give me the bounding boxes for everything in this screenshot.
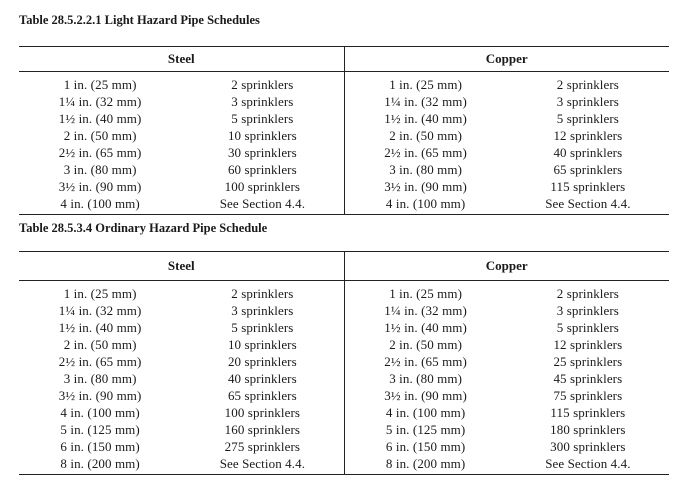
table-row: [19, 144, 344, 161]
sprinkler-count-cell: 10 sprinklers: [227, 128, 297, 143]
pipe-size-cell: 1¼ in. (32 mm): [384, 303, 467, 318]
pipe-size-cell: 3 in. (80 mm): [63, 162, 137, 177]
pipe-size-cell: 2½ in. (65 mm): [384, 145, 467, 160]
pipe-size-cell: 1½ in. (40 mm): [58, 111, 142, 126]
sprinkler-count-cell: 12 sprinklers: [553, 128, 623, 143]
table-row: [345, 421, 670, 438]
sprinkler-count-cell: See Section 4.4.: [545, 456, 631, 471]
pipe-size-cell: 4 in. (100 mm): [60, 196, 140, 211]
table1-header: [19, 47, 669, 72]
sprinkler-count-cell: 30 sprinklers: [227, 145, 297, 160]
table-row: [345, 387, 670, 404]
sprinkler-count-cell: 65 sprinklers: [553, 162, 623, 177]
table-row: [19, 161, 344, 178]
table-row: [19, 93, 344, 110]
pipe-size-cell: 3½ in. (90 mm): [58, 388, 142, 403]
sprinkler-count-cell: 20 sprinklers: [227, 354, 297, 369]
pipe-size-cell: 6 in. (150 mm): [60, 439, 140, 454]
sprinkler-count-cell: 60 sprinklers: [227, 162, 297, 177]
pipe-size-cell: 2½ in. (65 mm): [58, 354, 142, 369]
light-hazard-table: [19, 46, 669, 215]
table-row: [19, 455, 344, 472]
sprinkler-count-cell: 160 sprinklers: [224, 422, 301, 437]
pipe-size-cell: 4 in. (100 mm): [385, 196, 466, 211]
table1-steel-header: Steel: [19, 47, 345, 71]
pipe-size-cell: 8 in. (200 mm): [60, 456, 140, 471]
sprinkler-count-cell: 40 sprinklers: [227, 371, 297, 386]
table-row: [19, 285, 344, 302]
pipe-size-cell: 5 in. (125 mm): [60, 422, 140, 437]
table-row: [345, 76, 670, 93]
pipe-size-cell: 3 in. (80 mm): [389, 162, 463, 177]
sprinkler-count-cell: 5 sprinklers: [556, 320, 619, 335]
table-row: [19, 438, 344, 455]
sprinkler-count-cell: 45 sprinklers: [553, 371, 623, 386]
pipe-size-cell: 4 in. (100 mm): [385, 405, 466, 420]
table2-caption: Table 28.5.3.4 Ordinary Hazard Pipe Schedule: [19, 221, 268, 235]
sprinkler-count-cell: 40 sprinklers: [553, 145, 623, 160]
table2-steel-header: Steel: [19, 252, 345, 280]
ordinary-hazard-table: [19, 251, 669, 475]
table1-copper-column: [345, 72, 670, 214]
table-row: [345, 353, 670, 370]
pipe-size-cell: 4 in. (100 mm): [60, 405, 140, 420]
pipe-size-cell: 6 in. (150 mm): [385, 439, 466, 454]
pipe-size-cell: 3½ in. (90 mm): [58, 179, 142, 194]
table-row: [345, 127, 670, 144]
table-row: [345, 110, 670, 127]
pipe-size-cell: 1 in. (25 mm): [389, 77, 463, 92]
table2-copper-header: Copper: [485, 258, 528, 273]
table-row: [345, 370, 670, 387]
sprinkler-count-cell: 3 sprinklers: [231, 303, 294, 318]
table-row: [19, 353, 344, 370]
pipe-size-cell: 8 in. (200 mm): [385, 456, 466, 471]
sprinkler-count-cell: 10 sprinklers: [227, 337, 297, 352]
table-row: [19, 404, 344, 421]
table-row: [19, 319, 344, 336]
table1-steel-column: [19, 72, 345, 214]
pipe-size-cell: 1 in. (25 mm): [389, 286, 463, 301]
pipe-size-cell: 2½ in. (65 mm): [384, 354, 467, 369]
pipe-size-cell: 3½ in. (90 mm): [384, 388, 467, 403]
pipe-size-cell: 1 in. (25 mm): [63, 77, 137, 92]
sprinkler-count-cell: 180 sprinklers: [550, 422, 626, 437]
sprinkler-count-cell: 3 sprinklers: [231, 94, 294, 109]
sprinkler-count-cell: 12 sprinklers: [553, 337, 623, 352]
sprinkler-count-cell: 300 sprinklers: [550, 439, 626, 454]
sprinkler-count-cell: 2 sprinklers: [231, 77, 294, 92]
table-row: [345, 144, 670, 161]
sprinkler-count-cell: 100 sprinklers: [224, 405, 301, 420]
sprinkler-count-cell: 75 sprinklers: [553, 388, 623, 403]
table-row: [345, 302, 670, 319]
pipe-size-cell: 2 in. (50 mm): [389, 337, 463, 352]
table-row: [19, 110, 344, 127]
sprinkler-count-cell: 2 sprinklers: [556, 77, 619, 92]
sprinkler-count-cell: 5 sprinklers: [231, 320, 294, 335]
pipe-size-cell: 1 in. (25 mm): [63, 286, 137, 301]
sprinkler-count-cell: 25 sprinklers: [553, 354, 623, 369]
pipe-size-cell: 3 in. (80 mm): [389, 371, 463, 386]
table2-header: [19, 252, 669, 281]
table1-copper-header: Copper: [485, 51, 528, 66]
pipe-size-cell: 2½ in. (65 mm): [58, 145, 142, 160]
table-row: [19, 421, 344, 438]
table-row: [19, 195, 344, 212]
pipe-size-cell: 1½ in. (40 mm): [384, 111, 467, 126]
table1-caption: Table 28.5.2.2.1 Light Hazard Pipe Schedules: [19, 13, 260, 27]
sprinkler-count-cell: 2 sprinklers: [556, 286, 619, 301]
table-row: [345, 195, 670, 212]
sprinkler-count-cell: 5 sprinklers: [556, 111, 619, 126]
sprinkler-count-cell: 3 sprinklers: [556, 303, 619, 318]
pipe-size-cell: 1½ in. (40 mm): [384, 320, 467, 335]
table-row: [345, 178, 670, 195]
table-row: [19, 370, 344, 387]
sprinkler-count-cell: See Section 4.4.: [545, 196, 631, 211]
table-row: [19, 127, 344, 144]
table-row: [19, 76, 344, 93]
table-row: [345, 93, 670, 110]
table-row: [19, 336, 344, 353]
pipe-size-cell: 3½ in. (90 mm): [384, 179, 467, 194]
pipe-size-cell: 1¼ in. (32 mm): [58, 94, 142, 109]
sprinkler-count-cell: See Section 4.4.: [219, 196, 306, 211]
table-row: [345, 285, 670, 302]
sprinkler-count-cell: 100 sprinklers: [224, 179, 301, 194]
sprinkler-count-cell: 115 sprinklers: [550, 405, 626, 420]
pipe-size-cell: 3 in. (80 mm): [63, 371, 137, 386]
pipe-size-cell: 1½ in. (40 mm): [58, 320, 142, 335]
pipe-size-cell: 2 in. (50 mm): [63, 128, 137, 143]
table-row: [345, 455, 670, 472]
pipe-size-cell: 5 in. (125 mm): [385, 422, 466, 437]
table-row: [345, 161, 670, 178]
sprinkler-count-cell: See Section 4.4.: [219, 456, 306, 471]
table-row: [345, 336, 670, 353]
table2-copper-column: [345, 281, 670, 474]
pipe-size-cell: 1¼ in. (32 mm): [384, 94, 467, 109]
table-row: [345, 438, 670, 455]
sprinkler-count-cell: 275 sprinklers: [224, 439, 301, 454]
sprinkler-count-cell: 5 sprinklers: [231, 111, 294, 126]
pipe-size-cell: 1¼ in. (32 mm): [58, 303, 142, 318]
table2-steel-column: [19, 281, 345, 474]
sprinkler-count-cell: 65 sprinklers: [227, 388, 297, 403]
table-row: [19, 178, 344, 195]
table-row: [19, 302, 344, 319]
table-row: [345, 319, 670, 336]
sprinkler-count-cell: 3 sprinklers: [556, 94, 619, 109]
pipe-size-cell: 2 in. (50 mm): [63, 337, 137, 352]
pipe-size-cell: 2 in. (50 mm): [389, 128, 463, 143]
sprinkler-count-cell: 115 sprinklers: [550, 179, 626, 194]
table-row: [19, 387, 344, 404]
sprinkler-count-cell: 2 sprinklers: [231, 286, 294, 301]
table-row: [345, 404, 670, 421]
